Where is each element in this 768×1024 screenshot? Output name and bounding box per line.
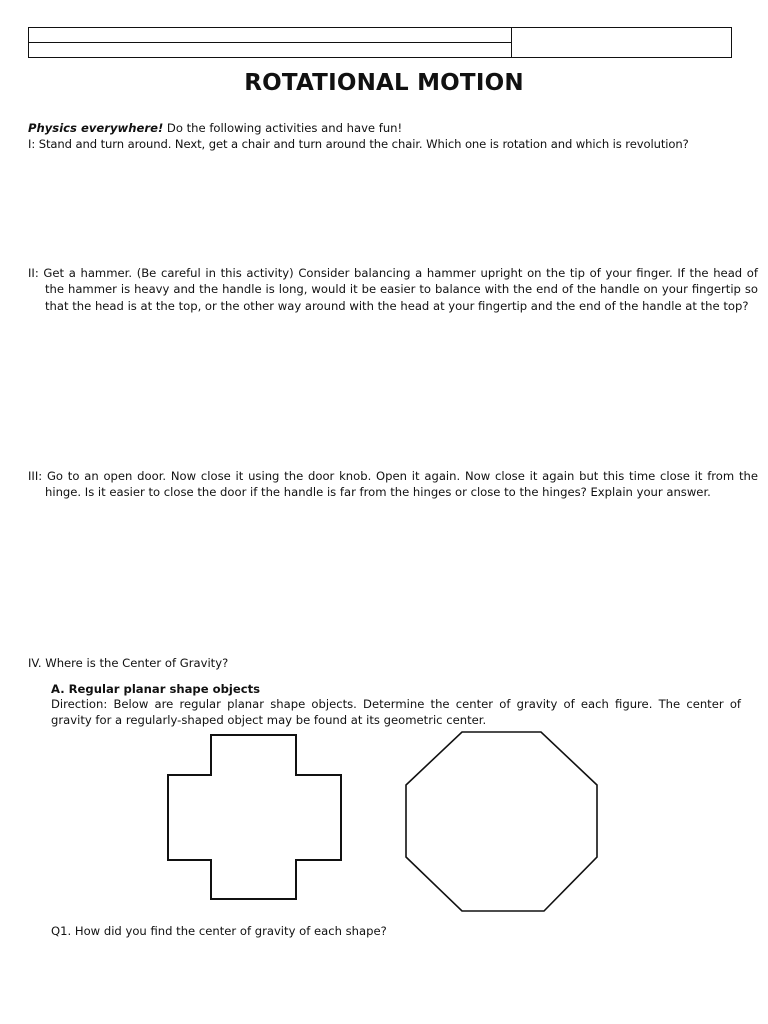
activity-iii: III: Go to an open door. Now close it using the door knob. Open it again. Now close it again but this time close it from the hinge. Is it easier to close the door if the handle is far from the hinges or close to the hinges? Explain your answer. <box>28 469 758 500</box>
cross-shape <box>168 735 341 899</box>
question-q1: Q1. How did you find the center of gravity of each shape? <box>51 924 387 938</box>
section-a-heading: A. Regular planar shape objects <box>51 682 261 696</box>
activity-iv: IV. Where is the Center of Gravity? <box>28 656 229 670</box>
octagon-shape <box>406 732 597 911</box>
intro-lead: Physics everywhere! <box>28 121 164 135</box>
activity-i: I: Stand and turn around. Next, get a chair and turn around the chair. Which one is rotation and which is revolution? <box>28 137 689 151</box>
intro-rest: Do the following activities and have fun! <box>163 121 403 135</box>
page-title: ROTATIONAL MOTION <box>244 70 524 96</box>
section-a-direction: Direction: Below are regular planar shape objects. Determine the center of gravity of each figure. The center of gravity for a regularly-shaped object may be found at its geometric center. <box>51 697 741 728</box>
activity-ii: II: Get a hammer. (Be careful in this activity) Consider balancing a hammer upright on the tip of your finger. If the head of the hammer is heavy and the handle is long, would it be easier to balance with the end of the handle on your fingertip so that the head is at the top, or the other way around with the head at your fingertip and the end of the handle at the top? <box>28 266 758 313</box>
